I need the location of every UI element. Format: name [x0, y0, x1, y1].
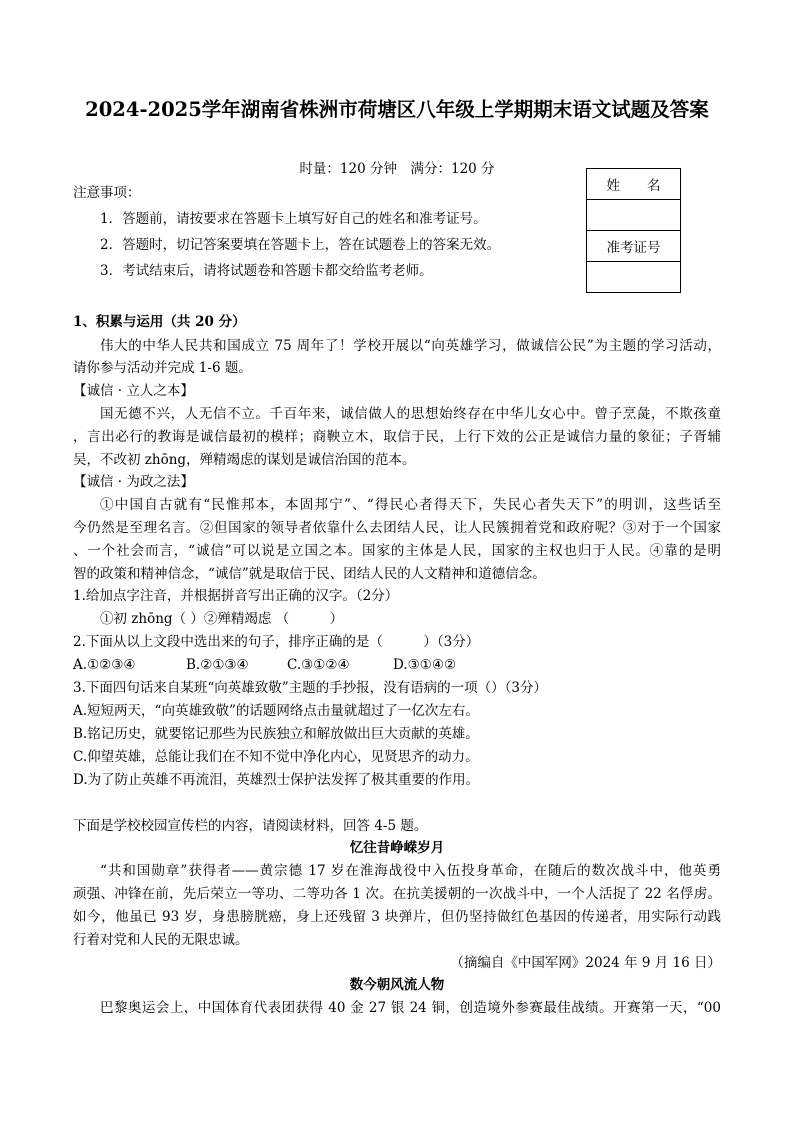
option-a: A.短短两天，“向英雄致敬”的话题网络点击量就超过了一亿次左右。: [73, 703, 479, 719]
paragraph-line: 智的政策和精神信念，“诚信”就是取信于民、团结人民的人文精神和道德信念。: [73, 566, 546, 582]
name-label: 姓 名: [587, 169, 681, 200]
article-line: 巴黎奥运会上，中国体育代表团获得 40 金 27 银 24 铜，创造境外参赛最佳战绩。开赛第一天，“00: [100, 1000, 721, 1016]
paragraph-line: 吴，不改初 zhōng，殚精竭虑的谋划是诚信治国的范本。: [73, 452, 416, 468]
section-heading: 1、积累与运用（共 20 分）: [73, 314, 246, 330]
question-1: 1.给加点字注音，并根据拼音写出正确的汉字。（2分）: [73, 588, 399, 604]
id-number-label: 准考证号: [587, 231, 681, 262]
option-a: A.①②③④: [73, 657, 136, 673]
question-1-blanks: ①初 zhōng（ ）②殚精竭虑 （ ）: [100, 611, 344, 627]
option-d: D.③①④②: [393, 657, 457, 673]
option-b: B.铭记历史，就要铭记那些为民族独立和解放做出巨大贡献的英雄。: [73, 726, 479, 742]
part-title: 【诚信 · 立人之本】: [73, 383, 194, 399]
article-line: 顽强、冲锋在前，先后荣立一等功、二等功各 1 次。在抗美援朝的一次战斗中，一个人活捉了 22 名俘虏。: [73, 886, 721, 902]
article-source: （摘编自《中国军网》2024 年 9 月 16 日）: [450, 955, 721, 971]
notice-heading: 注意事项：: [73, 185, 141, 201]
option-d: D.为了防止英雄不再流泪，英雄烈士保护法发挥了极其重要的作用。: [73, 772, 480, 788]
part-title: 【诚信 · 为政之法】: [73, 474, 194, 490]
notice-item: 1．答题前，请按要求在答题卡上填写好自己的姓名和准考证号。: [100, 211, 487, 227]
paragraph-line: ①中国自古就有“民惟邦本，本固邦宁”、“得民心者得天下，失民心者失天下”的明训，这些话至: [100, 497, 721, 513]
paragraph-line: 国无德不兴，人无信不立。千百年来，诚信做人的思想始终存在中华儿女心中。曾子烹彘，不欺孩童: [100, 406, 721, 422]
question-2: 2.下面从以上文段中选出来的句子，排序正确的是（ ）（3分）: [73, 634, 480, 650]
article-title: 数今朝风流人物: [349, 977, 445, 993]
intro-line: 伟大的中华人民共和国成立 75 周年了！学校开展以“向英雄学习，做诚信公民”为主题的学习活动，: [100, 338, 721, 354]
page-title: 2024-2025学年湖南省株洲市荷塘区八年级上学期期末语文试题及答案: [85, 98, 709, 121]
paragraph-line: 、一个社会而言，“诚信”可以说是立国之本。国家的主体是人民，国家的主权也归于人民。④靠的是明: [73, 543, 721, 559]
notice-item: 2．答题时，切记答案要填在答题卡上，答在试题卷上的答案无效。: [100, 237, 501, 253]
article-title: 忆往昔峥嵘岁月: [349, 840, 445, 856]
paragraph-line: ，言出必行的教诲是诚信最初的模样；商鞅立木，取信于民，上行下效的公正是诚信力量的象征；子胥辅: [73, 429, 721, 445]
option-c: C.仰望英雄，总能让我们在不知不觉中净化内心，见贤思齐的动力。: [73, 749, 479, 765]
exam-info: 时量：120 分钟 满分：120 分: [299, 161, 495, 177]
option-c: C.③①②④: [287, 657, 350, 673]
article-line: “共和国勋章”获得者——黄宗德 17 岁在淮海战役中入伍投身革命，在随后的数次战斗中，他英勇: [100, 863, 721, 879]
option-b: B.②①③④: [186, 657, 249, 673]
notice-item: 3．考试结束后，请将试题卷和答题卡都交给监考老师。: [100, 263, 433, 279]
article-line: 如今，他虽已 93 岁，身患膀胱癌，身上还残留 3 块弹片，但仍坚持做红色基因的传递者，用实际行动践: [73, 909, 721, 925]
intro-line: 请你参与活动并完成 1-6 题。: [73, 360, 252, 376]
paragraph-line: 今仍然是至理名言。②但国家的领导者依靠什么去团结人民，让人民簇拥着党和政府呢？③对于一个国家: [73, 520, 721, 536]
reading-intro: 下面是学校校园宣传栏的内容，请阅读材料，回答 4-5 题。: [73, 818, 428, 834]
question-3: 3.下面四句话来自某班“向英雄致敬”主题的手抄报，没有语病的一项（）（3分）: [73, 680, 548, 696]
article-line: 行着对党和人民的无限忠诚。: [73, 932, 249, 948]
